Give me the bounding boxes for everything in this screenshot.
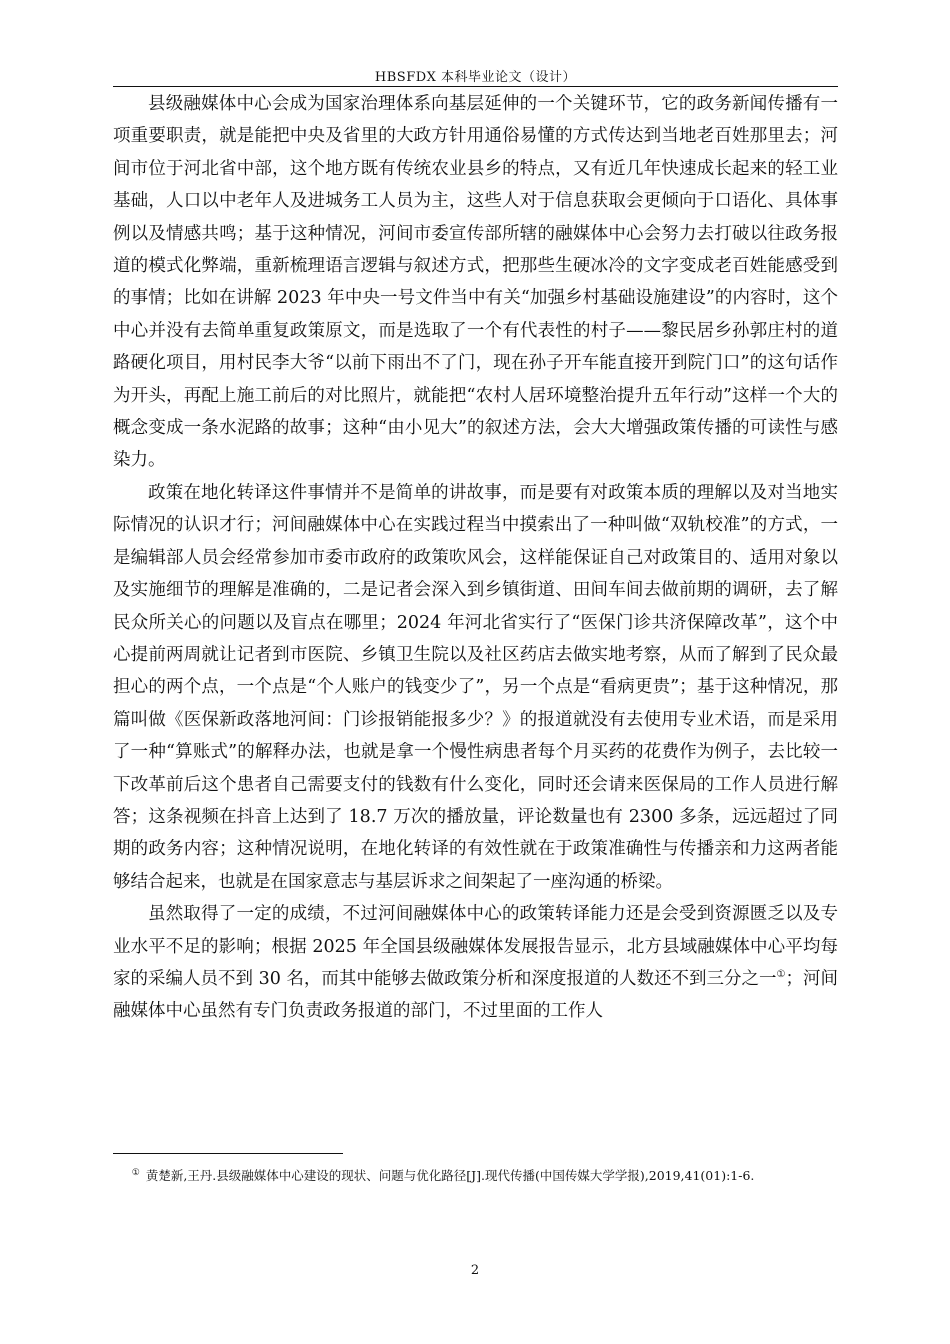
paragraph-3-text: 虽然取得了一定的成绩，不过河间融媒体中心的政策转译能力还是会受到资源匮乏以及专业水平不足的影响；根据 2025 年全国县级融媒体发展报告显示，北方县域融媒体中心平均每家的采编人员不到 30 名，而其中能够去做政策分析和深度报道的人数还不到三分之一 (113, 904, 838, 989)
paragraph-2: 政策在地化转译这件事情并不是简单的讲故事，而是要有对政策本质的理解以及对当地实际情况的认识才行；河间融媒体中心在实践过程当中摸索出了一种叫做“双轨校准”的方式，一是编辑部人员会经常参加市委市政府的政策吹风会，这样能保证自己对政策目的、适用对象以及实施细节的理解是准确的，二是记者会深入到乡镇街道、田间车间去做前期的调研，去了解民众所关心的问题以及盲点在哪里；2024 年河北省实行了“医保门诊共济保障改革”，这个中心提前两周就让记者到市医院、乡镇卫生院以及社区药店去做实地考察，从而了解到了民众最担心的两个点，一个点是“个人账户的钱变少了”，另一个点是“看病更贵”；基于这种情况，那篇叫做《医保新政落地河间：门诊报销能报多少？》的报道就没有去使用专业术语，而是采用了一种“算账式”的解释办法，也就是拿一个慢性病患者每个月买药的花费作为例子，去比较一下改革前后这个患者自己需要支付的钱数有什么变化，同时还会请来医保局的工作人员进行解答；这条视频在抖音上达到了 18.7 万次的播放量，评论数量也有 2300 多条，远远超过了同期的政务内容；这种情况说明，在地化转译的有效性就在于政策准确性与传播亲和力这两者能够结合起来，也就是在国家意志与基层诉求之间架起了一座沟通的桥梁。 (113, 482, 838, 892)
footnote-mark: ① (131, 1167, 140, 1178)
main-text (113, 88, 838, 1028)
page-number: 2 (470, 1263, 480, 1278)
footnote (113, 1163, 838, 1189)
paragraph-1: 县级融媒体中心会成为国家治理体系向基层延伸的一个关键环节，它的政务新闻传播有一项重要职责，就是能把中央及省里的大政方针用通俗易懂的方式传达到当地老百姓那里去；河间市位于河北省中部，这个地方既有传统农业县乡的特点，又有近几年快速成长起来的轻工业基础，人口以中老年人及进城务工人员为主，这些人对于信息获取会更倾向于口语化、具体事例以及情感共鸣；基于这种情况，河间市委宣传部所辖的融媒体中心会努力去打破以往政务报道的模式化弊端，重新梳理语言逻辑与叙述方式，把那些生硬冰冷的文字变成老百姓能感受到的事情；比如在讲解 2023 年中央一号文件当中有关“加强乡村基础设施建设”的内容时，这个中心并没有去简单重复政策原文，而是选取了一个有代表性的村子——黎民居乡孙郭庄村的道路硬化项目，用村民李大爷“以前下雨出不了门，现在孙子开车能直接开到院门口”的这句话作为开头，再配上施工前后的对比照片，就能把“农村人居环境整治提升五年行动”这样一个大的概念变成一条水泥路的故事；这种“由小见大”的叙述方法，会大大增强政策传播的可读性与感染力。 (113, 94, 838, 471)
running-header: HBSFDX 本科毕业论文（设计） (374, 70, 577, 85)
header-rule (113, 86, 838, 87)
footnote-text: 黄楚新,王丹.县级融媒体中心建设的现状、问题与优化路径[J].现代传播(中国传媒大学学报),2019,41(01):1-6. (145, 1168, 755, 1183)
paragraph-3 (113, 898, 838, 1028)
paragraph-3-tail: ；河间融媒体中心虽然有专门负责政务报道的部门，不过里面的工作人 (113, 968, 838, 1022)
footnote-ref-mark[interactable]: ① (776, 969, 786, 981)
footnote-rule (113, 1153, 343, 1154)
